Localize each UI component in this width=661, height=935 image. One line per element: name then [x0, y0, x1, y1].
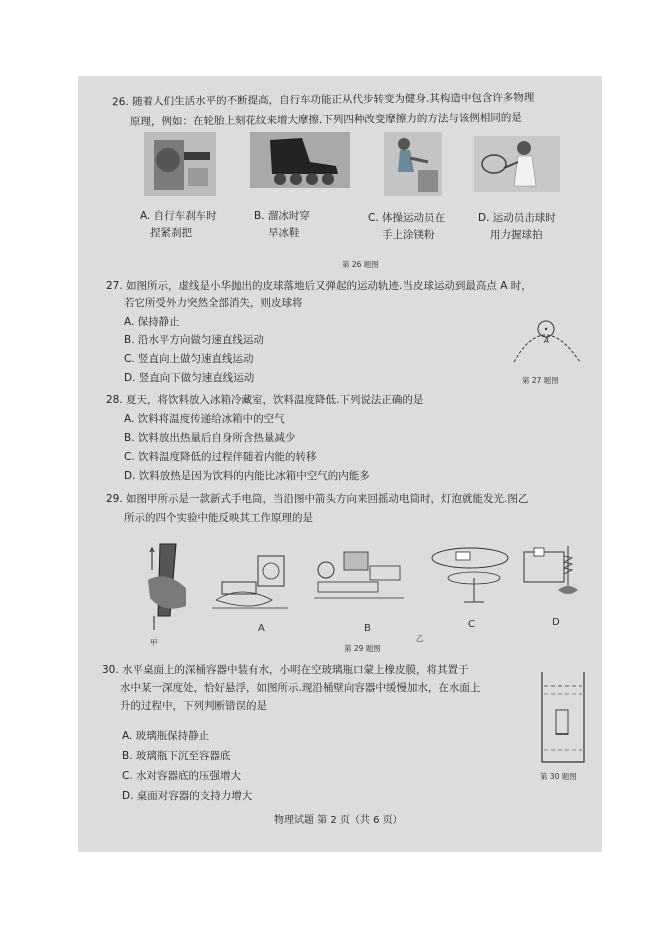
q26-option-c-line2: 手上涂镁粉 [382, 229, 435, 241]
q27-option-a: A. 保持静止 [124, 316, 180, 328]
q26-photo-gymnast-chalk [384, 132, 442, 196]
q26-option-d-line2: 用力握球拍 [490, 229, 543, 241]
q27-stem-line1: 27. 如图所示，虚线是小华抛出的皮球落地后又弹起的运动轨迹.当皮球运动到最高点 A 时， [106, 280, 532, 292]
q28-option-b: B. 饮料放出热量后自身所含热量减少 [124, 432, 296, 444]
q30-option-c: C. 水对容器底的压强增大 [122, 770, 242, 782]
q29-label-c: C [468, 619, 475, 630]
q26-photo-bike-brake [144, 132, 216, 196]
q30-container-figure [538, 670, 588, 766]
q29-label-yi: 乙 [416, 634, 424, 643]
q28-option-c: C. 饮料温度降低的过程伴随着内能的转移 [124, 451, 317, 463]
q28-stem: 28. 夏天，将饮料放入冰箱冷藏室，饮料温度降低.下列说法正确的是 [106, 394, 424, 406]
q30-caption: 第 30 题图 [540, 772, 577, 781]
q29-figure-b-apparatus [314, 548, 408, 608]
q27-option-d: D. 竖直向下做匀速直线运动 [124, 372, 255, 384]
q26-option-d-line1: D. 运动员击球时 [478, 212, 556, 224]
q26-option-c-line1: C. 体操运动员在 [368, 212, 446, 224]
q30-stem-line1: 30. 水平桌面上的深桶容器中装有水，小明在空玻璃瓶口蒙上橡皮膜，将其置于 [102, 664, 469, 676]
page-footer: 物理试题 第 2 页（共 6 页） [274, 815, 403, 826]
exam-page [78, 76, 602, 852]
q30-stem-line2: 水中某一深度处，恰好悬浮，如图所示.现沿桶壁向容器中缓慢加水，在水面上 [120, 682, 481, 694]
q29-stem-line2: 所示的四个实验中能反映其工作原理的是 [124, 512, 313, 524]
q29-stem-line1: 29. 如图甲所示是一款新式手电筒，当沿图中箭头方向来回摇动电筒时，灯泡就能发光.图乙 [106, 493, 529, 505]
q27-option-c: C. 竖直向上做匀速直线运动 [124, 353, 254, 365]
q26-stem-line2: 原理，例如：在轮胎上刻花纹来增大摩擦.下列四种改变摩擦力的方法与该例相同的是 [129, 111, 522, 129]
q26-option-b-line1: B. 溜冰时穿 [254, 210, 310, 222]
q30-stem-line3: 升的过程中，下列判断错误的是 [120, 700, 267, 712]
q29-figure-a-apparatus [212, 554, 292, 614]
q26-photo-inline-skate [250, 132, 350, 188]
q27-option-b: B. 沿水平方向做匀速直线运动 [124, 334, 264, 346]
q29-label-a: A [258, 623, 265, 634]
q26-option-a-line2: 捏紧刹把 [150, 227, 192, 239]
q29-flashlight-figure [146, 540, 192, 632]
q29-label-jia: 甲 [150, 638, 158, 647]
q29-label-d: D [552, 617, 560, 628]
q29-figure-d-apparatus [522, 542, 586, 606]
q26-stem-line1: 26. 随着人们生活水平的不断提高，自行车功能正从代步转变为健身.其构造中包含许多物理 [111, 91, 535, 109]
q28-option-d: D. 饮料放热是因为饮料的内能比冰箱中空气的内能多 [124, 470, 370, 482]
q30-option-d: D. 桌面对容器的支持力增大 [122, 790, 253, 802]
q26-option-a-line1: A. 自行车刹车时 [140, 210, 217, 222]
q27-stem-line2: 若它所受外力突然全部消失，则皮球将 [124, 297, 303, 309]
q26-photo-tennis-player [474, 136, 560, 192]
q30-option-b: B. 玻璃瓶下沉至容器底 [122, 750, 231, 762]
q29-figure-c-apparatus [430, 544, 516, 608]
q29-label-b: B [364, 623, 371, 634]
q26-option-b-line2: 旱冰鞋 [268, 227, 300, 239]
q27-point-label: A [544, 336, 550, 345]
q29-caption: 第 29 题图 [344, 644, 381, 653]
q28-option-a: A. 饮料将温度传递给冰箱中的空气 [124, 413, 285, 425]
q27-caption: 第 27 题图 [522, 376, 559, 385]
q26-caption: 第 26 题图 [342, 260, 379, 269]
q30-option-a: A. 玻璃瓶保持静止 [122, 730, 210, 742]
